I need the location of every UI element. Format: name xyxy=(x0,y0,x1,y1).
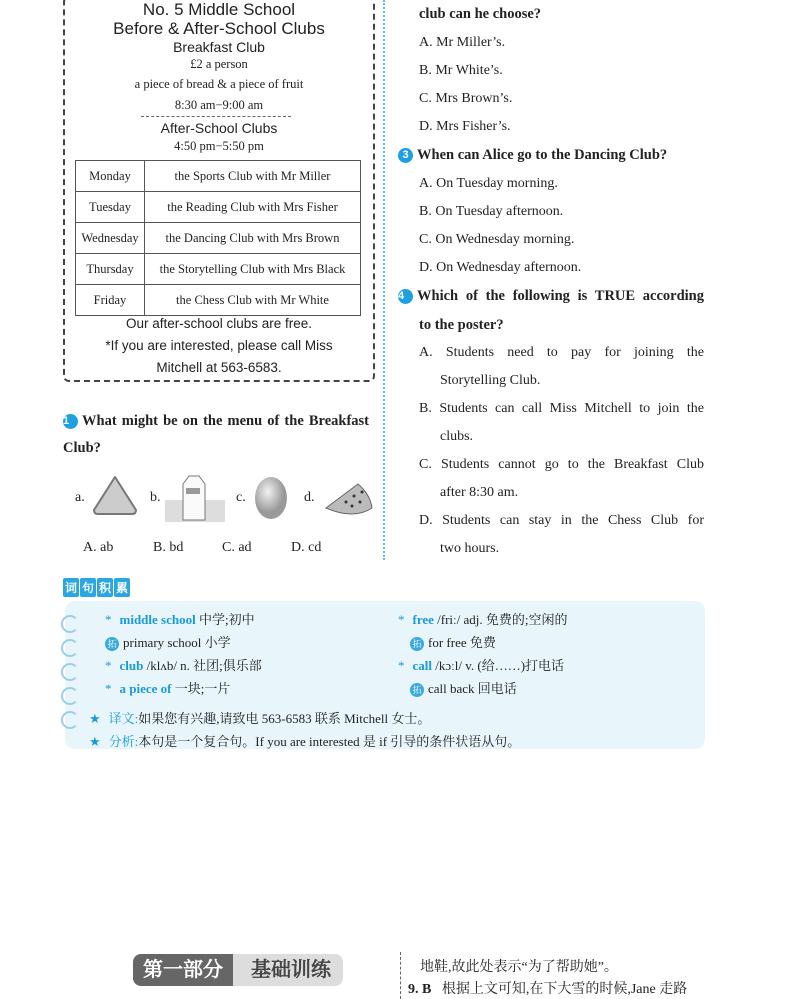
keyword: call xyxy=(412,658,432,673)
schedule-table xyxy=(75,160,361,316)
section-banner xyxy=(133,954,343,986)
q2-option-a[interactable]: A. Mr Miller’s. xyxy=(419,35,506,50)
tag-char: 句 xyxy=(80,578,96,597)
vocab-box xyxy=(65,601,705,749)
extension-icon: 拓 xyxy=(410,683,424,697)
question-text: Which of the following is TRUE according xyxy=(417,288,704,304)
schedule-day: Monday xyxy=(76,161,145,192)
schedule-row xyxy=(76,254,361,285)
option-c[interactable]: C. ad xyxy=(222,540,252,555)
tag-char: 积 xyxy=(97,578,113,597)
poster-note-1: Our after-school clubs are free. xyxy=(125,316,313,331)
ring-icon xyxy=(61,663,79,681)
footer-divider xyxy=(400,952,401,999)
schedule-day: Thursday xyxy=(76,254,145,285)
pic-label-b: b. xyxy=(150,490,161,505)
translation-text: 如果您有兴趣,请致电 563-6583 联系 Mitchell 女士。 xyxy=(138,711,431,726)
q2-option-c[interactable]: C. Mrs Brown’s. xyxy=(419,91,513,106)
q3-option-d[interactable]: D. On Wednesday afternoon. xyxy=(419,260,582,275)
vocab-item xyxy=(398,609,568,628)
ring-icon xyxy=(61,615,79,633)
definition: primary school 小学 xyxy=(123,635,231,650)
schedule-club: the Dancing Club with Mrs Brown xyxy=(145,223,361,254)
club-poster xyxy=(63,0,375,382)
schedule-club: the Sports Club with Mr Miller xyxy=(145,161,361,192)
vocab-item xyxy=(410,632,496,651)
analysis: ★ 分析:本句是一个复合句。If you are interested 是 if 引导的条件状语从句。 xyxy=(89,734,521,749)
after-title: After-School Clubs xyxy=(160,120,278,136)
schedule-day: Wednesday xyxy=(76,223,145,254)
q3-option-b[interactable]: B. On Tuesday afternoon. xyxy=(419,204,564,219)
ring-icon xyxy=(61,711,79,729)
q3-option-a[interactable]: A. On Tuesday morning. xyxy=(419,176,558,191)
section-label: 基础训练 xyxy=(251,959,331,981)
analysis-text: 本句是一个复合句。If you are interested 是 if 引导的条件状语从句。 xyxy=(138,734,521,749)
option-b[interactable]: B. bd xyxy=(153,540,184,555)
poster-note-3: Mitchell at 563-6583. xyxy=(156,360,282,375)
definition: 中学;初中 xyxy=(195,612,255,627)
vocab-item xyxy=(410,678,517,697)
poster-note-2: *If you are interested, please call Miss xyxy=(105,338,333,353)
q4-option-b[interactable]: B. Students can call Miss Mitchell to join the xyxy=(419,401,704,416)
schedule-row xyxy=(76,285,361,316)
answer-line-2 xyxy=(408,978,687,998)
schedule-row xyxy=(76,223,361,254)
star-icon: * xyxy=(398,658,405,673)
question-2-tail: club can he choose? xyxy=(419,6,542,22)
egg-image xyxy=(254,476,288,520)
ring-icon xyxy=(61,687,79,705)
question-number: 1 xyxy=(63,414,78,429)
star-icon: * xyxy=(105,658,112,673)
poster-title: Before & After-School Clubs xyxy=(113,19,325,38)
q4-option-d[interactable]: D. Students can stay in the Chess Club for xyxy=(419,513,704,528)
vocab-item xyxy=(105,609,255,628)
question-4 xyxy=(398,288,704,305)
after-time: 4:50 pm−5:50 pm xyxy=(174,139,264,153)
schedule-club: the Reading Club with Mrs Fisher xyxy=(145,192,361,223)
option-d[interactable]: D. cd xyxy=(291,540,322,555)
part-label: 第一部分 xyxy=(133,954,233,986)
q4-option-c[interactable]: C. Students cannot go to the Breakfast Club xyxy=(419,457,704,472)
bread-image xyxy=(92,474,138,516)
schedule-club: the Chess Club with Mr White xyxy=(145,285,361,316)
question-text: What might be on the menu of the Breakfast Club? xyxy=(63,413,369,456)
extension-icon: 拓 xyxy=(410,637,424,651)
divider xyxy=(141,116,291,117)
milk-carton-image xyxy=(165,474,225,522)
q2-option-d[interactable]: D. Mrs Fisher’s. xyxy=(419,119,511,134)
definition: 一块;一片 xyxy=(171,681,231,696)
question-text: When can Alice go to the Dancing Club? xyxy=(417,147,668,163)
definition: /klʌb/ n. 社团;俱乐部 xyxy=(143,658,262,673)
option-a[interactable]: A. ab xyxy=(83,540,114,555)
q2-option-b[interactable]: B. Mr White’s. xyxy=(419,63,503,78)
answer-line-1: 地鞋,故此处表示“为了帮助她”。 xyxy=(420,960,618,975)
question-1 xyxy=(63,408,369,462)
answer-text: 根据上文可知,在下大雪的时候,Jane 走路 xyxy=(441,982,688,997)
schedule-day: Friday xyxy=(76,285,145,316)
extension-icon: 拓 xyxy=(105,637,119,651)
keyword: free xyxy=(412,612,434,627)
keyword: middle school xyxy=(119,612,196,627)
analysis-label: 分析: xyxy=(108,734,139,749)
vocab-tag xyxy=(63,578,131,597)
breakfast-time: 8:30 am−9:00 am xyxy=(174,98,264,112)
poster-school: No. 5 Middle School xyxy=(142,0,296,19)
schedule-club: the Storytelling Club with Mrs Black xyxy=(145,254,361,285)
keyword: club xyxy=(119,658,144,673)
q4-option-cont: two hours. xyxy=(440,541,500,556)
tag-char: 累 xyxy=(114,578,130,597)
schedule-row xyxy=(76,192,361,223)
question-number: 4 xyxy=(398,289,413,304)
answer-number: 9. B xyxy=(408,982,432,997)
translation: ★ 译文:如果您有兴趣,请致电 563-6583 联系 Mitchell 女士。 xyxy=(89,711,431,726)
vocab-item xyxy=(398,655,564,674)
q4-option-cont: Storytelling Club. xyxy=(440,373,541,388)
vocab-item xyxy=(105,678,230,697)
schedule-day: Tuesday xyxy=(76,192,145,223)
definition: /kɔːl/ v. (给……)打电话 xyxy=(432,658,565,673)
pic-label-a: a. xyxy=(75,490,85,505)
question-text-cont: to the poster? xyxy=(419,317,504,333)
q4-option-cont: clubs. xyxy=(440,429,474,444)
vocab-item xyxy=(105,632,231,651)
tag-char: 词 xyxy=(63,578,79,597)
definition: call back 回电话 xyxy=(428,681,517,696)
translation-label: 译文: xyxy=(108,711,139,726)
schedule-row xyxy=(76,161,361,192)
keyword: a piece of xyxy=(119,681,172,696)
q4-option-cont: after 8:30 am. xyxy=(440,485,519,500)
definition: /friː/ adj. 免费的;空闲的 xyxy=(433,612,568,627)
breakfast-title: Breakfast Club xyxy=(173,39,265,55)
star-icon: * xyxy=(105,612,112,627)
watermelon-image xyxy=(324,480,374,518)
breakfast-menu: a piece of bread & a piece of fruit xyxy=(134,77,304,91)
ring-icon xyxy=(61,639,79,657)
vocab-item xyxy=(105,655,262,674)
breakfast-price: £2 a person xyxy=(190,57,248,71)
column-divider xyxy=(383,0,385,560)
definition: for free 免费 xyxy=(428,635,496,650)
question-number: 3 xyxy=(398,148,413,163)
pic-label-c: c. xyxy=(236,490,246,505)
q4-option-a[interactable]: A. Students need to pay for joining the xyxy=(419,345,704,360)
star-icon: * xyxy=(398,612,405,627)
question-3 xyxy=(398,147,667,164)
pic-label-d: d. xyxy=(304,490,315,505)
q3-option-c[interactable]: C. On Wednesday morning. xyxy=(419,232,575,247)
star-icon: * xyxy=(105,681,112,696)
